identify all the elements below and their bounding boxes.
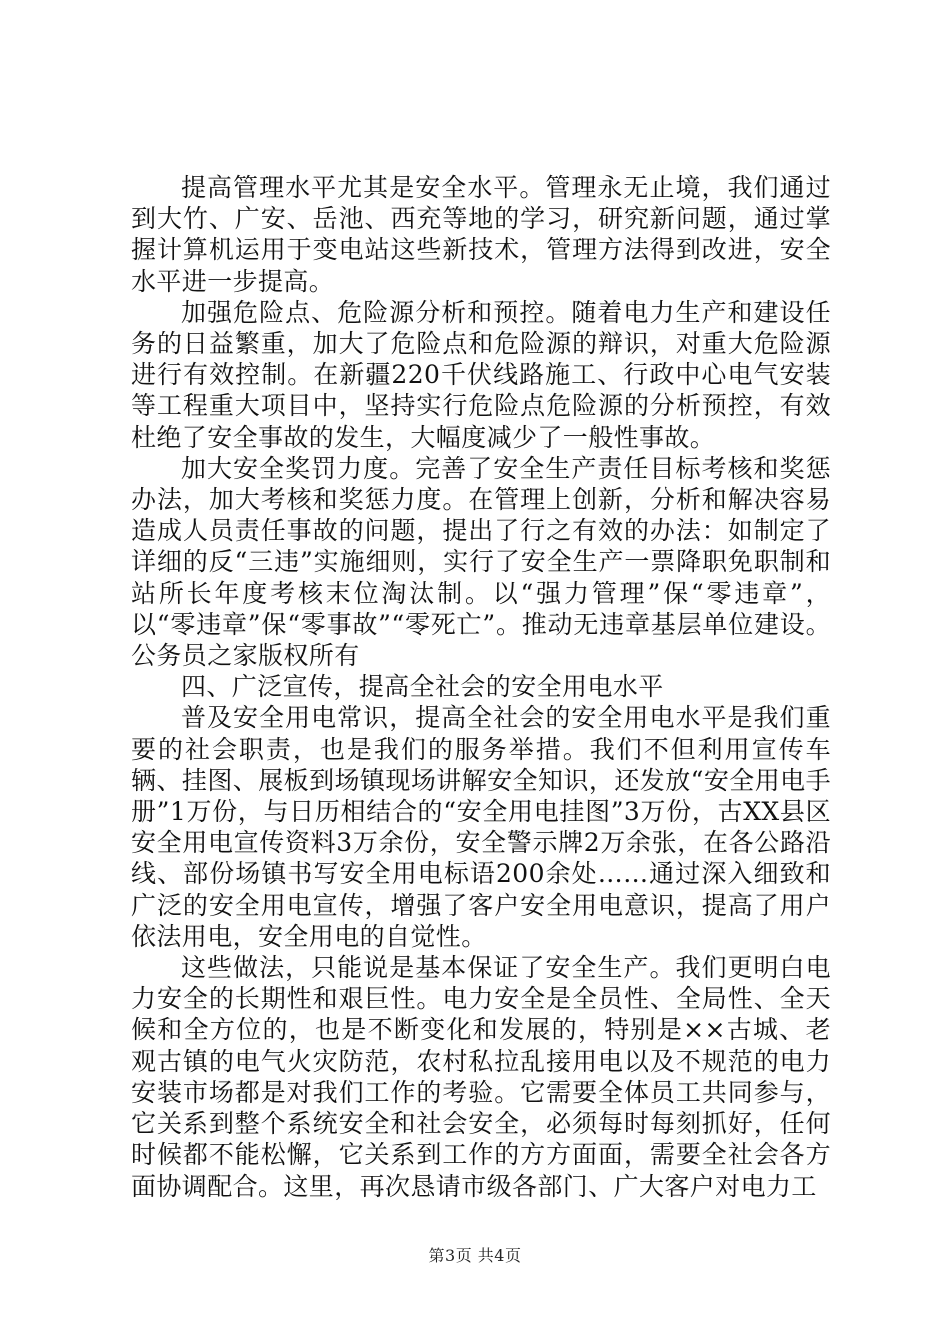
page-footer: 第3页 共4页 [428, 1246, 522, 1265]
paragraph-rewards-penalties: 加大安全奖罚力度。完善了安全生产责任目标考核和奖惩办法，加大考核和奖惩力度。在管理上创新，分析和解决容易造成人员责任事故的问题，提出了行之有效的办法：如制定了详细的反“三违”实施细则，实行了安全生产一票降职免职制和站所长年度考核末位淘汰制。以“强力管理”保“零违章”，以“零违章”保“零事故”“零死亡”。推动无违章基层单位建设。公务员之家版权所有 [131, 453, 831, 671]
section-heading-publicity: 四、广泛宣传，提高全社会的安全用电水平 [181, 672, 664, 702]
paragraph-conclusion: 这些做法，只能说是基本保证了安全生产。我们更明白电力安全的长期性和艰巨性。电力安全是全员性、全局性、全天候和全方位的，也是不断变化和发展的，特别是××古城、老观古镇的电气火灾防范，农村私拉乱接用电以及不规范的电力安装市场都是对我们工作的考验。它需要全体员工共同参与，它关系到整个系统安全和社会安全，必须每时每刻抓好，任何时候都不能松懈，它关系到工作的方方面面，需要全社会各方面协调配合。这里，再次恳请市级各部门、广大客户对电力工 [131, 953, 831, 1201]
paragraph-hazard-control: 加强危险点、危险源分析和预控。随着电力生产和建设任务的日益繁重，加大了危险点和危险源的辩识，对重大危险源进行有效控制。在新疆220千伏线路施工、行政中心电气安装等工程重大项目中，坚持实行危险点危险源的分析预控，有效杜绝了安全事故的发生，大幅度减少了一般性事故。 [131, 297, 831, 452]
paragraph-safety-education: 普及安全用电常识，提高全社会的安全用电水平是我们重要的社会职责，也是我们的服务举措。我们不但利用宣传车辆、挂图、展板到场镇现场讲解安全知识，还发放“安全用电手册”1万份，与日历相结合的“安全用电挂图”3万份，古XX县区安全用电宣传资料3万余份，安全警示牌2万余张，在各公路沿线、部份场镇书写安全用电标语200余处……通过深入细致和广泛的安全用电宣传，增强了客户安全用电意识，提高了用户依法用电，安全用电的自觉性。 [131, 703, 831, 951]
paragraph-management-level: 提高管理水平尤其是安全水平。管理永无止境，我们通过到大竹、广安、岳池、西充等地的学习，研究新问题，通过掌握计算机运用于变电站这些新技术，管理方法得到改进，安全水平进一步提高。 [131, 173, 831, 296]
document-body [131, 172, 831, 1202]
